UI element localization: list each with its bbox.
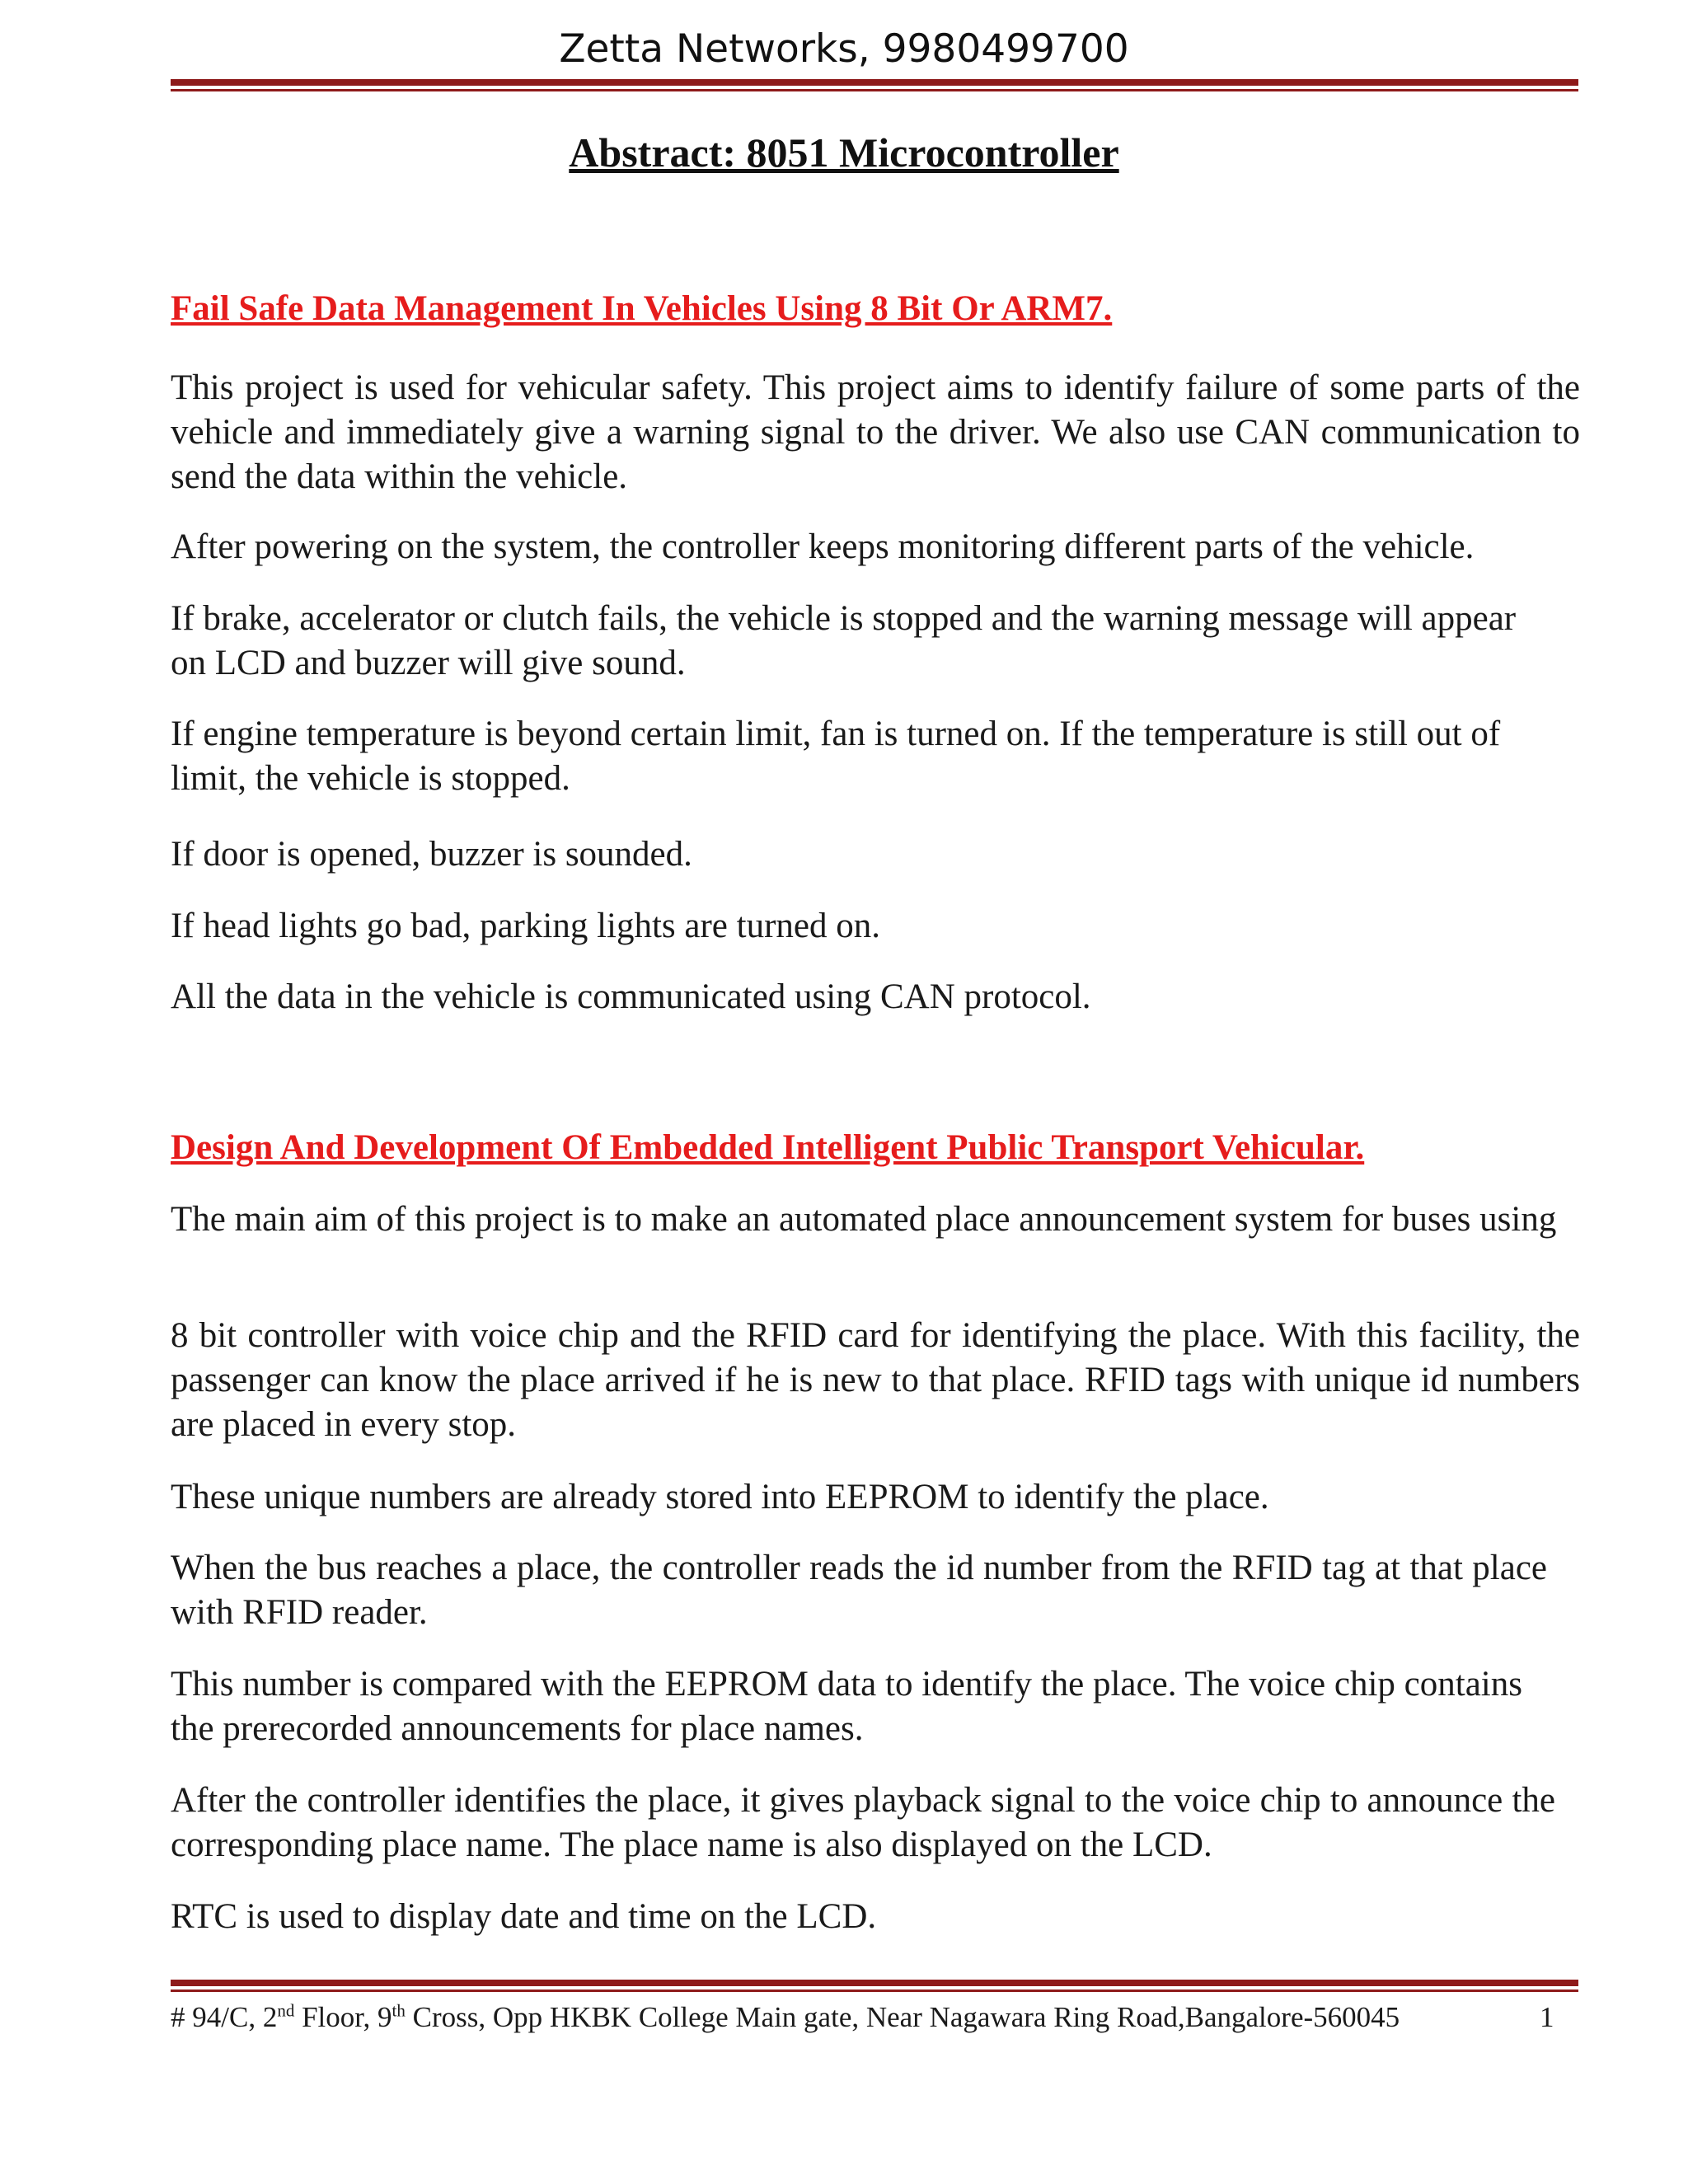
section-1-paragraph-5: If door is opened, buzzer is sounded. <box>171 835 692 874</box>
section-1-paragraph-6: If head lights go bad, parking lights are turned on. <box>171 907 880 945</box>
section-1-heading: Fail Safe Data Management In Vehicles Using 8 Bit Or ARM7. <box>171 289 1113 328</box>
footer-address-part-2: Floor, 9 <box>294 2001 392 2033</box>
section-2-paragraph-3: These unique numbers are already stored into EEPROM to identify the place. <box>171 1478 1269 1516</box>
page-number: 1 <box>1540 2001 1554 2033</box>
section-2-paragraph-7: RTC is used to display date and time on the LCD. <box>171 1897 877 1936</box>
section-1-paragraph-1: This project is used for vehicular safety. This project aims to identify failure of some parts of the vehicle and immediately give a warning signal to the driver. We also use CAN communication to send the data within the vehicle. <box>171 368 1580 496</box>
footer-address <box>171 1999 1572 2036</box>
section-1-paragraph-2: After powering on the system, the controller keeps monitoring different parts of the vehicle. <box>171 527 1475 566</box>
footer-rule-thick <box>171 1980 1578 1986</box>
footer-address-part-3: Cross, Opp HKBK College Main gate, Near Nagawara Ring Road,Bangalore-560045 <box>405 2001 1400 2033</box>
section-1-paragraph-7: All the data in the vehicle is communicated using CAN protocol. <box>171 977 1091 1016</box>
section-2-paragraph-5: This number is compared with the EEPROM data to identify the place. The voice chip contains the prerecorded announcements for place names. <box>171 1665 1522 1748</box>
header-company: Zetta Networks, 9980499700 <box>559 26 1129 72</box>
footer-rule-thin <box>171 1990 1578 1992</box>
footer-address-superscript-1: nd <box>277 2000 295 2021</box>
section-2-paragraph-4: When the bus reaches a place, the controller reads the id number from the RFID tag at that place with RFID reader. <box>171 1549 1547 1632</box>
section-2-paragraph-1: The main aim of this project is to make an automated place announcement system for buses using <box>171 1200 1557 1239</box>
header-rule-thin <box>171 89 1578 91</box>
header-rule-thick <box>171 79 1578 86</box>
section-1-paragraph-3: If brake, accelerator or clutch fails, the vehicle is stopped and the warning message will appear on LCD and buzzer will give sound. <box>171 599 1517 682</box>
section-1-paragraph-4: If engine temperature is beyond certain limit, fan is turned on. If the temperature is still out of limit, the vehicle is stopped. <box>171 715 1501 798</box>
section-2-paragraph-6: After the controller identifies the place, it gives playback signal to the voice chip to announce the corresponding place name. The place name is also displayed on the LCD. <box>171 1781 1555 1864</box>
footer-address-superscript-2: th <box>392 2000 406 2021</box>
section-2-paragraph-2: 8 bit controller with voice chip and the RFID card for identifying the place. With this facility, the passenger can know the place arrived if he is new to that place. RFID tags with unique id numbers are placed in every stop. <box>171 1316 1580 1444</box>
section-2-heading: Design And Development Of Embedded Intelligent Public Transport Vehicular. <box>171 1128 1365 1167</box>
document-title: Abstract: 8051 Microcontroller <box>569 129 1119 176</box>
footer-address-part-1: # 94/C, 2 <box>171 2001 278 2033</box>
